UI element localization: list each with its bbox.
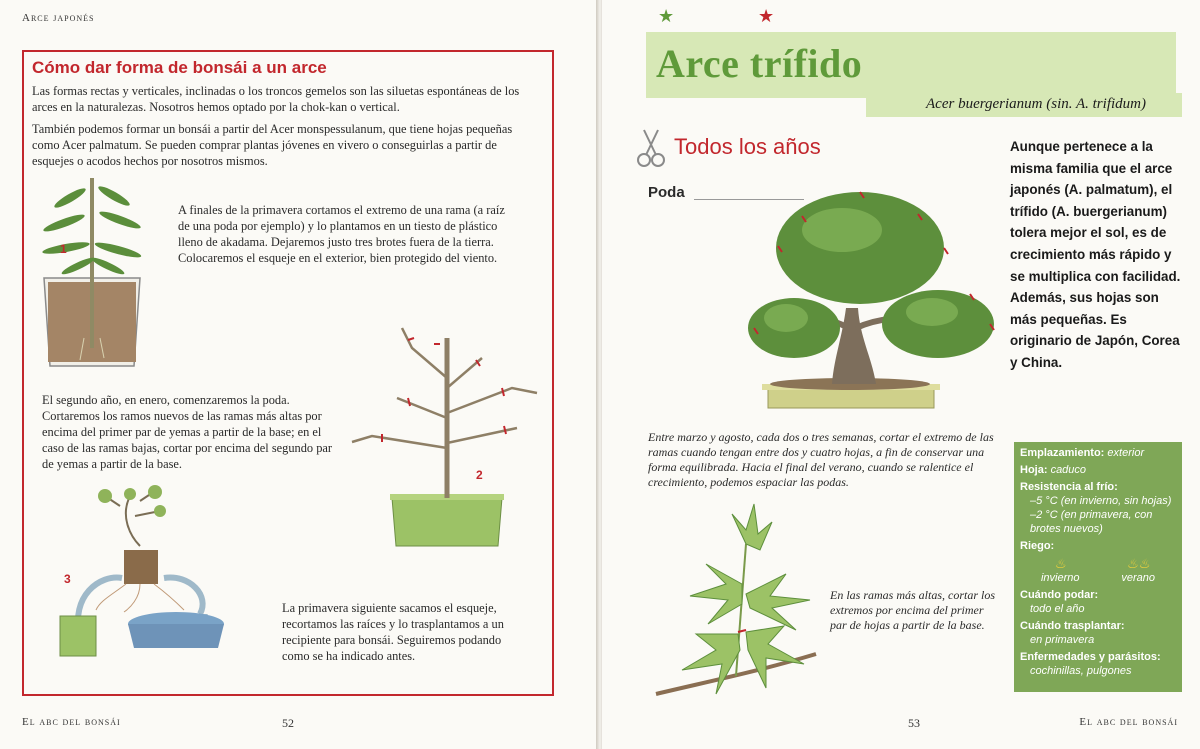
care-info-box (1014, 442, 1182, 692)
cutting-pot-illustration (40, 178, 150, 368)
subheading-poda: Poda (648, 184, 685, 201)
running-head: Arce japonés (22, 12, 95, 24)
step-number: 3 (64, 572, 71, 586)
page-title: Arce trífido (656, 41, 863, 86)
star-icon: ★ (758, 6, 775, 26)
bonsai-tree-illustration (742, 188, 1002, 418)
info-pests: Enfermedades y parásitos: cochinillas, pulgones (1020, 651, 1161, 677)
step-1-text: A finales de la primavera cortamos el extremo de una rama (a raíz de una poda por ejemplo) y lo plantamos en un tiesto de plástico lleno de akadama. Dejaremos justo tres brotes fuera de la tierra. Colocaremos el esqueje en el exterior, bien protegido del viento. (178, 203, 505, 265)
page-number: 53 (908, 716, 920, 730)
info-location: Emplazamiento: exterior (1020, 447, 1145, 459)
info-cold-resistance: Resistencia al frío: –5 °C (en invierno, sin hojas) –2 °C (en primavera, con brotes nuevos) (1020, 481, 1172, 535)
tree-caption: Entre marzo y agosto, cada dos o tres semanas, cortar el extremo de las ramas cuando tengan entre dos y cuatro hojas, a fin de conservar una forma equilibrada. Hacia el final del verano, cuando se ralentice el crecimiento, podemos espaciar las podas. (648, 430, 994, 489)
transplant-illustration (60, 486, 220, 664)
footer-book-title: El abc del bonsái (22, 716, 121, 728)
scissors-icon (636, 128, 666, 168)
pruned-sapling-illustration (352, 318, 542, 546)
step-2-text: El segundo año, en enero, comenzaremos la poda. Cortaremos los ramos nuevos de las ramas más altas por encima del primer par de yemas a partir de la base; en el caso de las ramas bajas, cortar por encima del segundo par de yemas a partir de la base. (42, 393, 333, 471)
info-watering: Riego: ♨ invierno ♨♨ verano (1020, 540, 1156, 584)
section-title: Cómo dar forma de bonsái a un arce (32, 58, 327, 77)
step-number: 1 (60, 242, 67, 256)
info-transplant: Cuándo trasplantar: en primavera (1020, 620, 1125, 646)
watering-summer: ♨♨ verano (1121, 556, 1156, 584)
season-heading: Todos los años (674, 134, 821, 159)
watering-winter: ♨ invierno (1040, 556, 1080, 584)
step-3-text: La primavera siguiente sacamos el esqueje, recortamos las raíces y lo trasplantamos a un recipiente para bonsái. Seguiremos podando como se ha indicado antes. (282, 601, 504, 663)
intro-paragraph: Las formas rectas y verticales, inclinadas o los troncos gemelos son las siluetas espontáneas de los arces en la naturalezas. Nosotros hemos optado por la chok-kan o vertical. (32, 84, 520, 114)
latin-name: Acer buergerianum (sin. A. trifidum) (926, 96, 1146, 112)
star-icon: ★ (658, 6, 675, 26)
second-paragraph: También podemos formar un bonsái a partir del Acer monspessulanum, que tiene hojas pequeñas como Acer palmatum. Se pueden comprar plantas jóvenes en vivero o conseguirlas a partir de esquejes o acodos hechos por nosotros mismos. (32, 122, 513, 168)
watering-can-icon: ♨ (1054, 556, 1067, 571)
branch-caption: En las ramas más altas, cortar los extremos por encima del primer par de hojas a partir de la base. (830, 588, 996, 632)
page-number: 52 (282, 716, 294, 730)
info-pruning: Cuándo podar: todo el año (1020, 589, 1099, 615)
footer-book-title: El abc del bonsái (1079, 716, 1178, 728)
leaf-branch-illustration (646, 504, 830, 700)
right-page (602, 0, 1200, 749)
step-number: 2 (476, 468, 483, 482)
info-leaf: Hoja: caduco (1020, 464, 1087, 476)
watering-can-icon: ♨♨ (1126, 556, 1150, 571)
left-page (0, 0, 598, 749)
species-intro: Aunque pertenece a la misma familia que el arce japonés (A. palmatum), el trífido (A. buergerianum) tolera mejor el sol, es de crecimiento más rápido y se multiplica con facilidad. Además, sus hojas son más pequeñas. Es originario de Japón, Corea y China. (1010, 139, 1181, 370)
